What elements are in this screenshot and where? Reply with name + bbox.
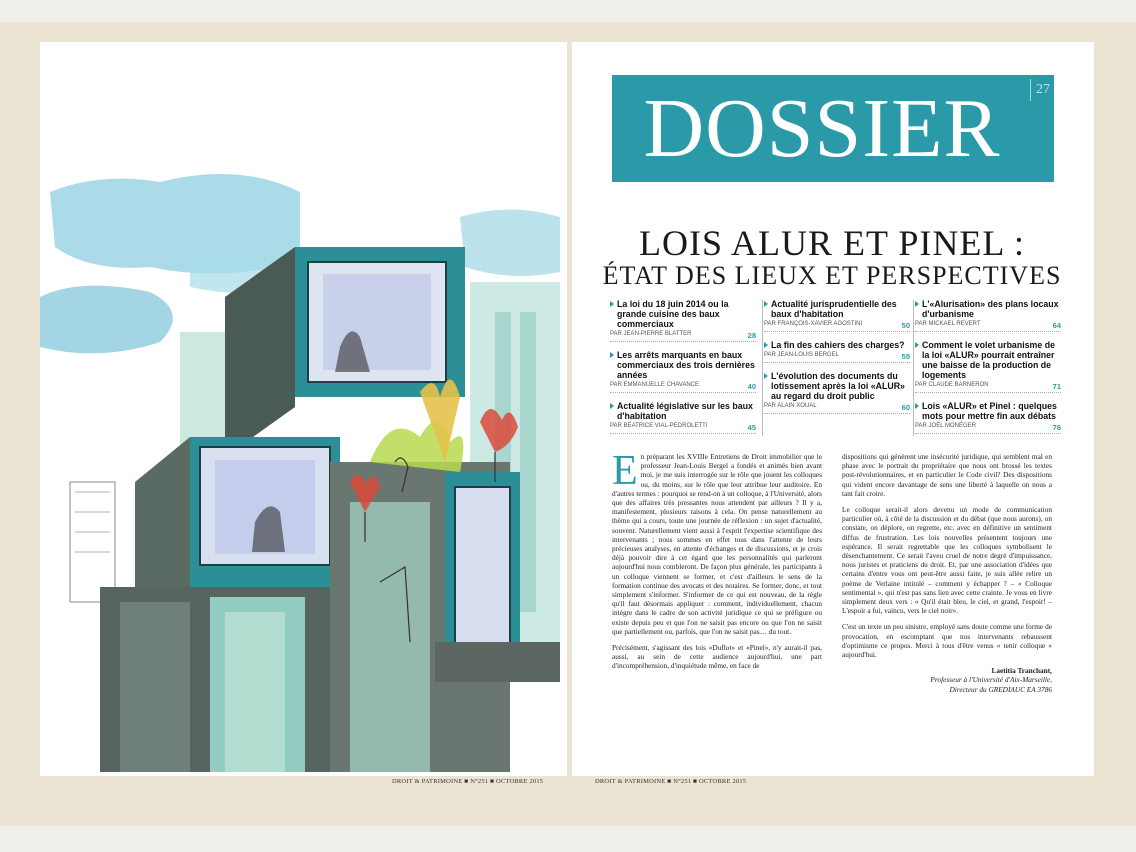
toc-entry-author: PAR JEAN-PIERRE BLATTER (610, 331, 692, 337)
toc-entry-page: 55 (901, 352, 910, 361)
toc-entry[interactable] (915, 401, 1061, 434)
body-paragraph: dispositions qui génèrent une insécurité juridique, qui semblent mal en phase avec le portrait du propriétaire que nous ont brossé les textes post-révolutionnaires, et en particulier le Code civil? Des dispositions qui vident encore davantage de sens une liberté à laquelle on nous a tant fait croire. (842, 452, 1052, 498)
toc-entry[interactable] (764, 299, 910, 332)
dossier-banner (612, 75, 1054, 182)
toc-entry-author: PAR ALAIN XOUAL (764, 403, 817, 409)
toc-entry[interactable] (764, 371, 910, 414)
toc-entry-title: Lois «ALUR» et Pinel : quelques mots pour mettre fin aux débats (915, 401, 1061, 421)
page-number: 27 (1030, 79, 1050, 101)
toc-entry-page: 71 (1052, 382, 1061, 391)
illustration (40, 42, 567, 776)
toc-entry-page: 40 (747, 382, 756, 391)
toc-column-3 (915, 299, 1061, 442)
toc-entry[interactable] (610, 299, 756, 342)
toc-entry[interactable] (915, 299, 1061, 332)
toc-entry-author: PAR EMMANUELLE CHAVANCE (610, 382, 700, 388)
section-label: DOSSIER (643, 82, 1001, 175)
toc-entry-page: 60 (901, 403, 910, 412)
signature-name: Laetitia Tranchant, (991, 666, 1052, 676)
right-page-footer: DROIT & PATRIMOINE ■ N°251 ■ OCTOBRE 2015 (595, 778, 747, 785)
toc-entry-title: La loi du 18 juin 2014 ou la grande cuisine des baux commerciaux (610, 299, 756, 329)
toc-divider (762, 300, 763, 436)
toc-entry[interactable] (764, 340, 910, 363)
body-paragraph: Le colloque serait-il alors devenu un mode de communication particulier où, à côté de la discussion et du débat (que nous aurons), on constate, on déplore, on regrette, etc. avec en définitive un sentiment diffus de frustration. Les lois nouvelles présentent toujours une espérance. Il serait regrettable que les colloques symbolisent le désenchantement. Ce serait l'aveu cruel de notre degré d'impuissance, nous juristes et praticiens du droit. Et, par une association d'idées que certains d'entre vous ont peut-être aussi faite, je suis allée relire un poème de Verlaine intitulé – comment y échapper ? – « Colloque sentimental », qui n'est pas sans lien avec cette crainte. Je vous en livre simplement deux vers : « Qu'il était bleu, le ciel, et grand, l'espoir! – L'espoir a fui, vaincu, vers le ciel noir». (842, 505, 1052, 616)
article-subtitle: ÉTAT DES LIEUX ET PERSPECTIVES (602, 261, 1062, 290)
toc-entry-title: L'évolution des documents du lotissement après la loi «ALUR» au regard du droit public (764, 371, 910, 401)
left-page-footer: DROIT & PATRIMOINE ■ N°251 ■ OCTOBRE 2015 (392, 778, 544, 785)
toc-entry-title: Les arrêts marquants en baux commerciaux des trois dernières années (610, 350, 756, 380)
toc-entry-page: 50 (901, 321, 910, 330)
article-body-right (842, 452, 1052, 694)
toc-entry-title: La fin des cahiers des charges? (764, 340, 910, 350)
toc-column-1 (610, 299, 756, 442)
toc-entry[interactable] (610, 401, 756, 434)
left-page (40, 42, 567, 776)
toc-entry-author: PAR JEAN-LOUIS BERGEL (764, 352, 839, 358)
toc-column-2 (764, 299, 910, 422)
body-paragraph: n préparant les XVIIIe Entretiens de Droit immobilier que le professeur Jean-Louis Bergel a fondés et animés bien avant moi, je me suis interrogée sur le rôle que jouent les colloques ou, du moins, sur le rôle que leur attribue leur auditoire. En d'autres termes : pourquoi se rend-on à un colloque, à l'Université, alors que des affaires très pressantes nous attendent par ailleurs ? Il y a, manifestement, plusieurs raisons à cela. On pense naturellement au thème qui a cours, toute une journée de réflexion : un sujet d'actualité, souvent. Naturellement vient aussi à l'esprit l'expertise scientifique des intervenants ; nous sommes en effet tous dans l'attente de leurs précieuses analyses, en attente d'échanges et de discussions, et je crois déjà pouvoir dire à cet égard que les personnalités qui parleront aujourd'hui nous combleront. De façon plus générale, les participants à un colloque viennent se former, et c'est d'ailleurs le sens de la formation continue des avocats et des notaires. Se former, donc, et tout simplement s'informer. S'informer de ce qui est nouveau, de la règle qu'il faut désormais appliquer : comment, individuellement, chacun intègre dans le cadre de son activité juridique ce qui se préfigure ou existe depuis peu et que l'on ne saisit pas encore ou que l'on ne saisit que partiellement ou, parfois, que l'on ne saisit pas… du tout. (612, 452, 822, 636)
signature-affiliation: Directeur du GREDIAUC EA 3786 (949, 684, 1052, 694)
body-paragraph: Précisément, s'agissant des lois «Duflot» et «Pinel», n'y aurait-il pas, aussi, au sein de cette audience aujourd'hui, une part d'incompréhension, d'inquiétude même, en face de (612, 643, 822, 671)
toc-entry[interactable] (610, 350, 756, 393)
toc-entry[interactable] (915, 340, 1061, 393)
toc-entry-title: Actualité législative sur les baux d'habitation (610, 401, 756, 421)
toc-entry-page: 76 (1052, 423, 1061, 432)
toc-divider (913, 300, 914, 436)
toc-entry-page: 28 (747, 331, 756, 340)
article-body-left (612, 448, 822, 678)
toc-entry-author: PAR JOËL MONÉGER (915, 423, 977, 429)
article-title: LOIS ALUR ET PINEL : (639, 223, 1025, 263)
toc-entry-author: PAR FRANÇOIS-XAVIER AGOSTINI (764, 321, 863, 327)
toc-entry-title: Actualité jurisprudentielle des baux d'habitation (764, 299, 910, 319)
signature (842, 666, 1052, 694)
toc-entry-title: L'«Alurisation» des plans locaux d'urbanisme (915, 299, 1061, 319)
toc-entry-author: PAR BÉATRICE VIAL-PEDROLETTI (610, 423, 708, 429)
body-paragraph: C'est un texte un peu sinistre, employé sans doute comme une forme de provocation, en escomptant que nos intervenants rebaussent d'optimisme ce propos. Merci à tous d'être venus « tenir colloque » aujourd'hui. (842, 622, 1052, 660)
toc-entry-title: Comment le volet urbanisme de la loi «ALUR» pourrait entraîner une baisse de la production de logements (915, 340, 1061, 380)
toc-entry-author: PAR CLAUDE BARNERON (915, 382, 989, 388)
drop-cap: E (612, 448, 638, 494)
toc-entry-author: PAR MICKAEL REVERT (915, 321, 981, 327)
signature-title: Professeur à l'Université d'Aix-Marseille, (930, 675, 1052, 685)
toc-entry-page: 45 (747, 423, 756, 432)
toc-entry-page: 64 (1052, 321, 1061, 330)
right-page (572, 42, 1094, 776)
